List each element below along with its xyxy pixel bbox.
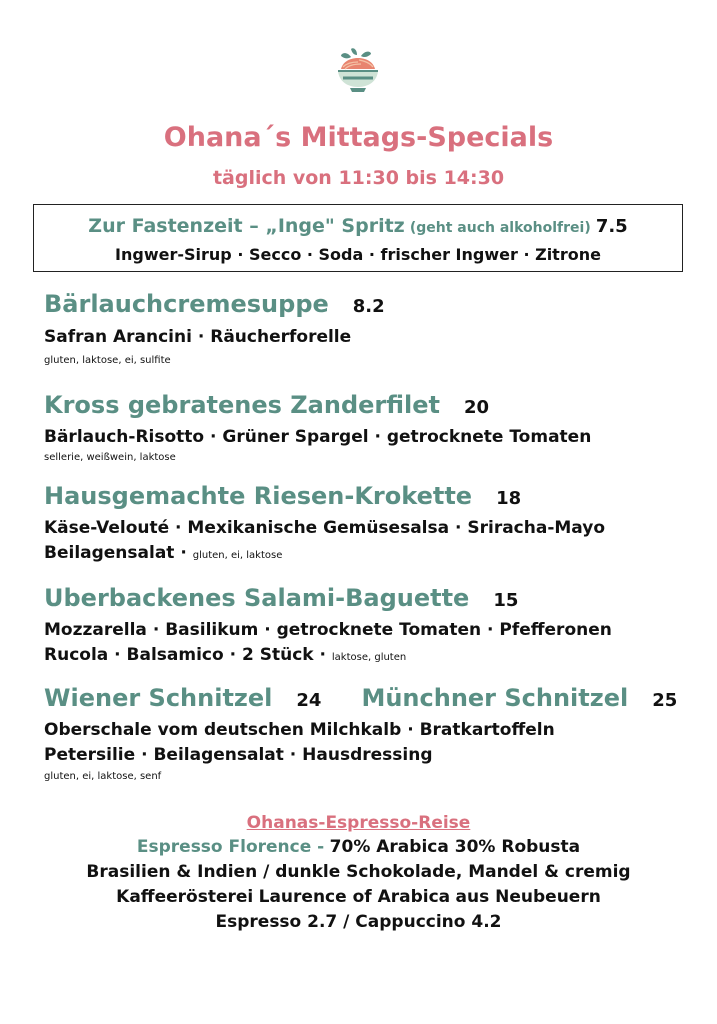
dish-price: 18	[496, 488, 522, 509]
bowl-logo-icon	[333, 47, 383, 99]
dish-name: Uberbackenes Salami-Baguette	[44, 584, 470, 612]
dish-allergens: gluten, ei, laktose	[192, 550, 283, 561]
dish-price-2: 25	[652, 690, 678, 711]
roastery-suffix: aus Neubeuern	[455, 887, 601, 907]
espresso-roastery	[0, 887, 717, 907]
dish-heading	[44, 391, 489, 419]
espresso-heading-link[interactable]: Ohanas-Espresso-Reise	[246, 813, 471, 833]
dish-allergens: sellerie, weißwein, laktose	[44, 452, 176, 463]
dish-description: Käse-Velouté · Mexikanische Gemüsesalsa · Sriracha-Mayo	[44, 518, 606, 538]
dish-description: Petersilie · Beilagensalat · Hausdressing	[44, 745, 433, 765]
espresso-origin: Brasilien & Indien / dunkle Schokolade, Mandel & cremig	[86, 862, 631, 882]
dish-heading	[44, 290, 385, 318]
dish-heading	[44, 684, 677, 712]
espresso-prices: Espresso 2.7 / Cappuccino 4.2	[215, 912, 502, 932]
special-ingredients: Ingwer-Sirup · Secco · Soda · frischer Ingwer · Zitrone	[115, 245, 601, 264]
dish-description: Bärlauch-Risotto · Grüner Spargel · getrocknete Tomaten	[44, 427, 592, 447]
espresso-heading	[0, 813, 717, 833]
dish-heading	[44, 584, 518, 612]
espresso-blend	[0, 837, 717, 857]
dish-allergens: gluten, laktose, ei, sulfite	[44, 355, 171, 366]
dish-name-2: Münchner Schnitzel	[361, 684, 629, 712]
special-heading-line	[34, 215, 682, 237]
dish-heading	[44, 482, 521, 510]
fasting-special-box	[33, 204, 683, 272]
espresso-blend-desc: 70% Arabica 30% Robusta	[329, 837, 581, 857]
dish-price: 20	[464, 397, 490, 418]
dish-name: Hausgemachte Riesen-Krokette	[44, 482, 473, 510]
dish-description: Safran Arancini · Räucherforelle	[44, 327, 352, 347]
dish-description: Mozzarella · Basilikum · getrocknete Tomaten · Pfefferonen	[44, 620, 612, 640]
dish-description	[44, 543, 282, 563]
dish-name: Kross gebratenes Zanderfilet	[44, 391, 441, 419]
special-note: (geht auch alkoholfrei)	[409, 220, 591, 236]
opening-hours: täglich von 11:30 bis 14:30	[212, 167, 505, 189]
dish-price: 15	[493, 590, 519, 611]
espresso-blend-name: Espresso Florence -	[136, 837, 325, 857]
special-price: 7.5	[595, 216, 628, 237]
dish-description-line: Rucola · Balsamico · 2 Stück ·	[44, 645, 326, 665]
dish-description: Oberschale vom deutschen Milchkalb · Bratkartoffeln	[44, 720, 555, 740]
dish-allergens: laktose, gluten	[331, 652, 407, 663]
roastery-name: Laurence of Arabica	[258, 887, 451, 907]
dish-name: Wiener Schnitzel	[44, 684, 273, 712]
page-title: Ohana´s Mittags-Specials	[163, 122, 554, 153]
dish-name: Bärlauchcremesuppe	[44, 290, 329, 318]
roastery-prefix: Kaffeerösterei	[116, 887, 254, 907]
special-name: Zur Fastenzeit – „Inge" Spritz	[88, 215, 405, 237]
dish-allergens: gluten, ei, laktose, senf	[44, 771, 162, 782]
dish-price: 24	[296, 690, 322, 711]
dish-price: 8.2	[352, 296, 385, 317]
dish-description-line: Beilagensalat ·	[44, 543, 187, 563]
dish-description	[44, 645, 406, 665]
